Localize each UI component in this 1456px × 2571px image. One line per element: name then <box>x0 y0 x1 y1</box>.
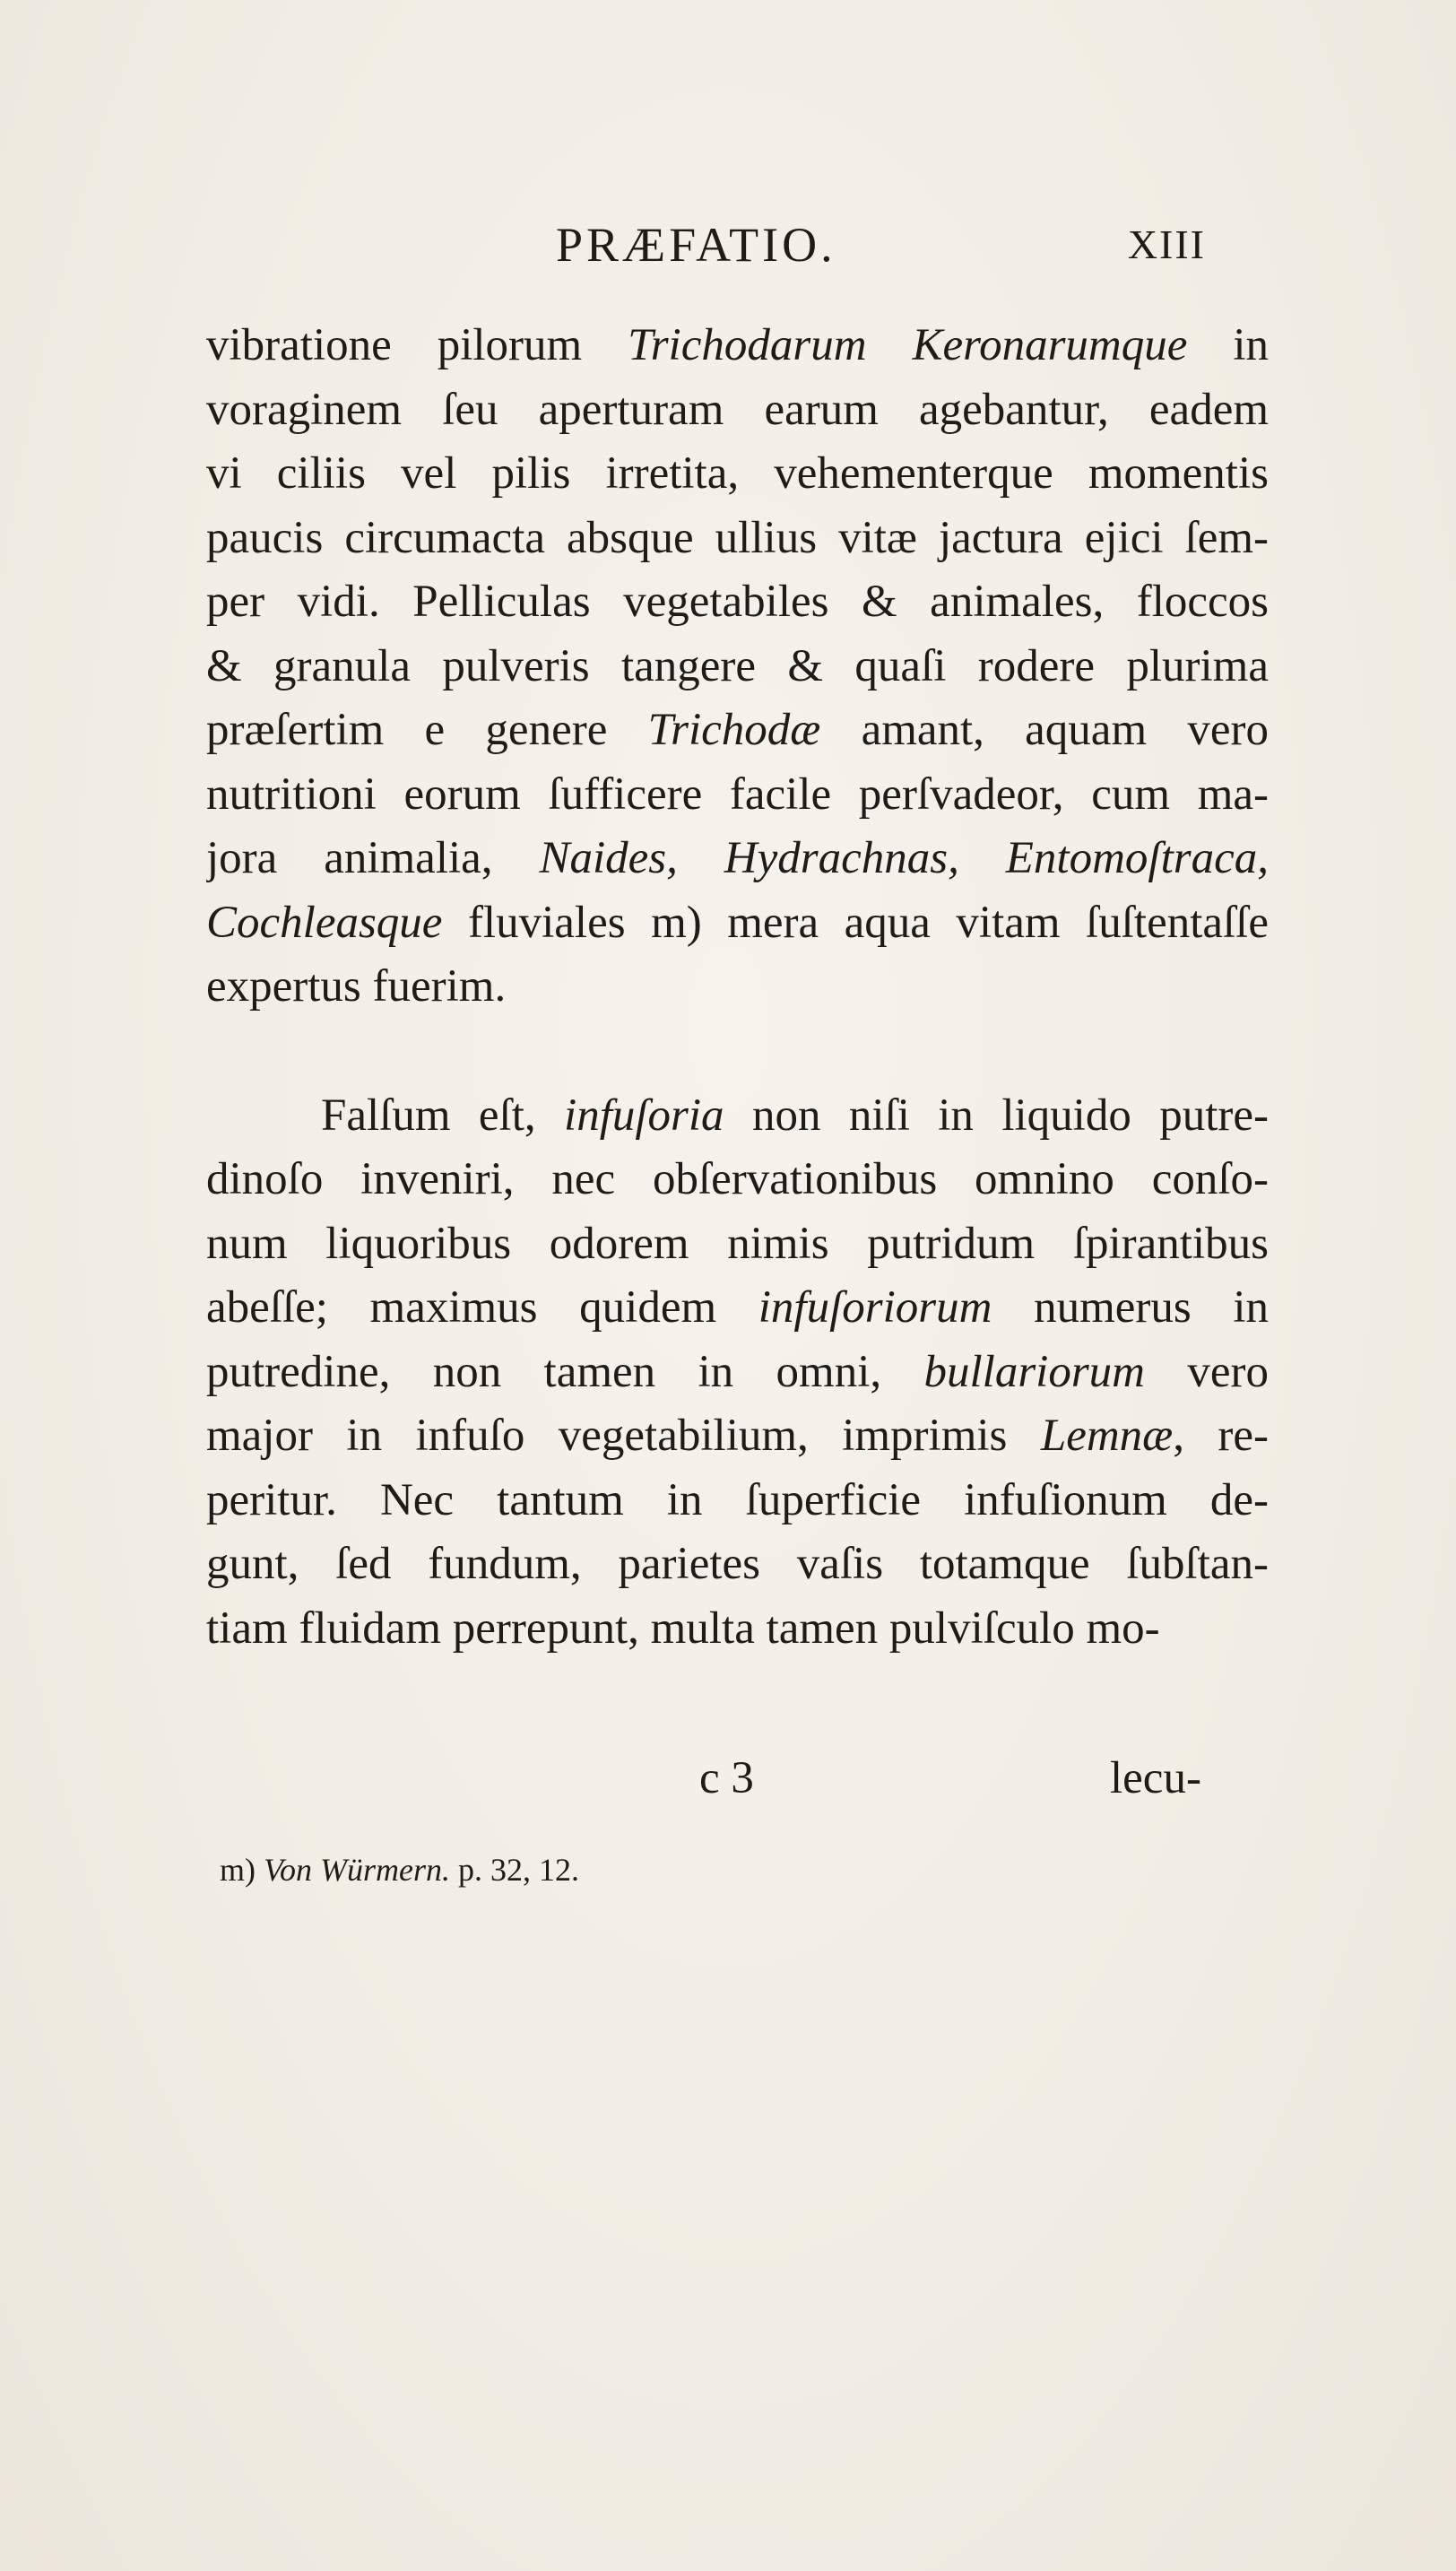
text-run: in <box>1187 320 1269 370</box>
catchword: lecu- <box>1110 1753 1201 1803</box>
text-line <box>206 1148 1269 1212</box>
paragraph-gap <box>206 1020 1269 1084</box>
text-run: peritur. Nec tantum in ſuperficie infuſionum de- <box>206 1474 1269 1525</box>
text-line <box>206 570 1269 635</box>
signature-mark: c 3 <box>699 1753 754 1803</box>
text-run: voraginem ſeu aperturam earum agebantur, eadem <box>206 384 1269 435</box>
text-line <box>206 1469 1269 1533</box>
text-run: amant, aquam vero <box>820 705 1269 755</box>
italic-term: infuſoriorum <box>758 1282 992 1333</box>
text-line <box>206 378 1269 443</box>
italic-term: Trichodæ <box>647 705 821 755</box>
page-header <box>206 213 1269 276</box>
text-line <box>206 699 1269 763</box>
text-line <box>206 955 1269 1020</box>
body-text <box>206 314 1269 1661</box>
text-run: vero <box>1145 1346 1269 1397</box>
text-run: , re- <box>1173 1411 1269 1461</box>
text-run: nutritioni eorum ſufficere facile perſvadeor, cum ma- <box>206 769 1269 820</box>
text-run: putredine, non tamen in omni, <box>206 1346 924 1397</box>
text-run: jora animalia, <box>206 833 540 883</box>
text-run: tiam fluidam perrepunt, multa tamen pulviſculo mo- <box>206 1603 1160 1654</box>
text-run: num liquoribus odorem nimis putridum ſpirantibus <box>206 1218 1269 1269</box>
text-run: fluviales m) mera aqua vitam ſuſtentaſſe <box>442 897 1269 948</box>
paragraph <box>206 314 1269 1020</box>
text-line <box>206 891 1269 956</box>
text-line <box>206 1276 1269 1341</box>
text-line <box>206 1533 1269 1597</box>
italic-term: infuſoria <box>564 1090 724 1141</box>
text-line <box>206 635 1269 699</box>
text-run: vi ciliis vel pilis irretita, vehementerque momentis <box>206 448 1269 499</box>
footnote-mark: m) <box>220 1852 256 1888</box>
paragraph <box>206 1084 1269 1662</box>
text-run: gunt, ſed fundum, parietes vaſis totamque ſubſtan- <box>206 1539 1269 1589</box>
page-number: XIII <box>1127 221 1206 267</box>
text-line <box>206 827 1269 891</box>
text-run: major in infuſo vegetabilium, imprimis <box>206 1411 1041 1461</box>
text-run: per vidi. Pelliculas vegetabiles & animales, floccos <box>206 577 1269 627</box>
text-run: expertus fuerim. <box>206 961 507 1012</box>
text-line <box>206 1341 1269 1405</box>
footnote-reference: p. 32, 12. <box>457 1852 579 1888</box>
italic-term: bullariorum <box>923 1346 1146 1397</box>
italic-term: Lemnæ <box>1040 1411 1174 1461</box>
text-run: abeſſe; maximus quidem <box>206 1282 758 1333</box>
text-line <box>206 1212 1269 1277</box>
text-line <box>206 1597 1269 1662</box>
italic-term: Cochleasque <box>206 897 443 948</box>
text-line <box>206 314 1269 378</box>
text-line <box>206 442 1269 507</box>
text-run: & granula pulveris tangere & quaſi rodere plurima <box>206 640 1269 691</box>
text-run: numerus in <box>992 1282 1269 1333</box>
footnote <box>220 1843 579 1897</box>
text-run: vibratione pilorum <box>206 320 628 370</box>
text-run: non niſi in liquido putre- <box>724 1090 1269 1141</box>
text-line <box>206 1084 1269 1149</box>
italic-term: Naides, Hydrachnas, Entomoſtraca, <box>539 833 1269 883</box>
footnote-title: Von Würmern. <box>264 1852 450 1888</box>
italic-term: Trichodarum Keronarumque <box>628 320 1188 370</box>
text-line <box>206 763 1269 828</box>
text-run: præſertim e genere <box>206 705 648 755</box>
text-run: Falſum eſt, <box>321 1090 565 1141</box>
text-line <box>206 507 1269 571</box>
text-run: paucis circumacta absque ullius vitæ jactura ejici ſem- <box>206 512 1269 563</box>
text-run: dinoſo inveniri, nec obſervationibus omnino conſo- <box>206 1154 1269 1204</box>
text-line <box>206 1404 1269 1469</box>
running-title: PRÆFATIO. <box>556 218 836 272</box>
